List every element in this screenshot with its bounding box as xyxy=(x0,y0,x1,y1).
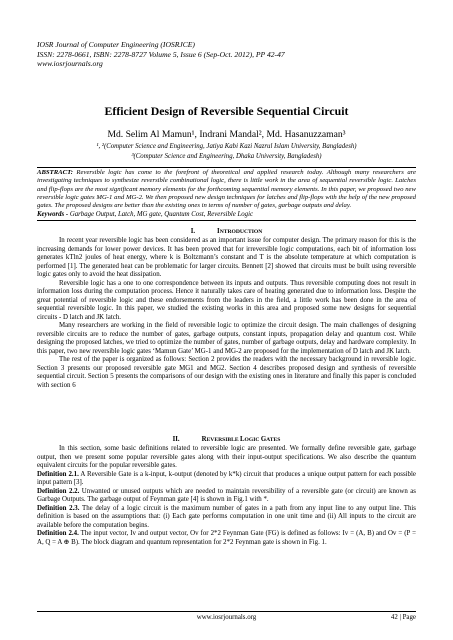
section-2-title-part: G xyxy=(260,436,267,443)
definition-text: Unwanted or unused outputs which are needed to maintain reversibility of a reversible gate (or circuit) are known as Garbage Outputs. The garbage output of Feynman gate [4] is shown in Fig.1 with *. xyxy=(37,487,416,503)
section-1-paragraph: Reversible logic has a one to one correspondence between its inputs and outputs. Thus reversible computing does not result in information loss during the computation process. Hence it naturally takes care of heating generated due to information loss. Despite the great potential of reversible logic and these endorsements from the leaders in the field, a little work has been done in the area of sequential reversible logic. In this paper, we studied the existing works in this area and proposed some new designs for sequential circuits - D latch and JK latch. xyxy=(37,279,416,321)
definition-2-4 xyxy=(37,530,416,547)
footer-rule xyxy=(37,611,416,612)
paper-authors: Md. Selim Al Mamun¹, Indrani Mandal², Md. Hasanuzzaman³ xyxy=(107,129,346,140)
section-2-title-part: ATES xyxy=(266,437,281,443)
page-number: 42 | Page xyxy=(390,614,416,621)
keywords xyxy=(37,211,416,218)
section-1-paragraph: The rest of the paper is organized as follows: Section 2 provides the readers with the necessary background in reversible logic. Section 3 presents our proposed reversible gate MG1 and MG2. Section 4 describes proposed design and synthesis of reversible sequential circuit. Section 5 presents the comparisons of our design with the existing ones in literature and finally this paper is concluded with section 6 xyxy=(37,356,416,389)
section-1-title-initial: I xyxy=(217,228,220,235)
definition-text: The delay of a logic circuit is the maximum number of gates in a path from any input line to any output line. This definition is based on the assumptions that: (i) Each gate performs computation in one unit time and (ii) All inputs to the circuit are available before the computation begins. xyxy=(37,504,416,529)
section-1-body xyxy=(37,237,416,390)
journal-name: IOSR Journal of Computer Engineering (IOSRJCE) xyxy=(37,40,195,49)
definition-label: Definition 2.2. xyxy=(37,487,80,495)
abstract-bottom-rule xyxy=(37,220,416,221)
section-1-heading xyxy=(37,228,416,235)
section-1-title-rest: NTRODUCTION xyxy=(219,229,263,235)
section-1-number: I. xyxy=(190,228,196,235)
abstract xyxy=(37,169,416,211)
section-1-paragraph: In recent year reversible logic has been considered as an important issue for computer design. The primary reason for this is the increasing demands for lower power devices. It has been proved that for irreversible logic computations, each bit of information loss generates kTln2 joules of heat energy, where k is Boltzmann’s constant and T is the absolute temperature at which computation is performed [1]. The generated heat can be problematic for larger circuits. Bennett [2] showed that circuits must be built using reversible logic gates only to avoid the heat dissipation. xyxy=(37,237,416,278)
affiliation-2: ³(Computer Science and Engineering, Dhaka University, Bangladesh) xyxy=(131,153,322,160)
section-2-title-part: OGIC xyxy=(244,437,261,443)
affiliation-1: ¹, ²(Computer Science and Engineering, Jatiya Kabi Kazi Nazrul Islam University, Bangladesh) xyxy=(96,143,357,150)
definition-label: Definition 2.3. xyxy=(37,504,80,512)
definition-text: A Reversible Gate is a k-input, k-output (denoted by k*k) circuit that produces a unique output pattern for each possible input pattern [3]. xyxy=(37,470,416,486)
journal-site: www.iosrjournals.org xyxy=(37,59,103,69)
keywords-label: Keywords - xyxy=(37,211,69,218)
definition-2-2 xyxy=(37,488,416,505)
section-2-title-part: EVERSIBLE xyxy=(206,437,240,443)
abstract-top-rule xyxy=(37,167,416,168)
definition-2-3 xyxy=(37,505,416,531)
section-2-title-part: R xyxy=(201,436,207,443)
section-1-paragraph: Many researchers are working in the field of reversible logic to optimize the circuit design. The main challenges of designing reversible circuits are to reduce the number of gates, garbage outputs, constant inputs, propagation delay and quantum cost. While designing the proposed latches, we tried to optimize the number of gates, number of garbage outputs, delay and hardware complexity. In this paper, two new reversible logic gates ‘Mamun Gate’ MG-1 and MG-2 are proposed for the implementation of D latch and JK latch. xyxy=(37,322,416,355)
section-2-number: II. xyxy=(172,436,180,443)
keywords-text: Garbage Output, Latch, MG gate, Quantum Cost, Reversible Logic xyxy=(68,211,253,218)
definition-label: Definition 2.4. xyxy=(37,530,79,537)
definition-2-1 xyxy=(37,471,416,488)
journal-issn: ISSN: 2278-0661, ISBN: 2278-8727 Volume 5, Issue 6 (Sep-Oct. 2012), PP 42-47 xyxy=(37,49,285,59)
definition-text: The input vector, Iv and output vector, Ov for 2*2 Feynman Gate (FG) is defined as follows: Iv = (A, B) and Ov = (P = A, Q = A ⊕ B). The block diagram and quantum representation for 2*2 Feynman gate is shown in Fig. 1. xyxy=(37,530,416,546)
section-2-heading xyxy=(37,436,416,443)
paper-title: Efficient Design of Reversible Sequential Circuit xyxy=(104,104,349,118)
section-2-paragraph: In this section, some basic definitions related to reversible logic are presented. We formally define reversible gate, garbage output, then we present some popular reversible gates along with their input-output specifications. We also describe the quantum equivalent circuits for the popular reversible gates. xyxy=(37,445,416,469)
footer-url[interactable]: www.iosrjournals.org xyxy=(196,614,257,621)
section-2-body xyxy=(37,445,416,547)
abstract-label: ABSTRACT: xyxy=(37,169,73,176)
definition-label: Definition 2.1. xyxy=(37,470,79,478)
journal-header xyxy=(37,40,416,69)
abstract-text: Reversible logic has come to the forefront of theoretical and applied research today. Although many researchers are investigating techniques to synthesize reversible combinational logic, there is little work in the area of sequential reversible logic. Latches and flip-flops are the most significant memory elements for the forthcoming sequential memory elements. In this paper, we proposed two new reversible logic gates MG-1 and MG-2. We then proposed new design techniques for latches and flip-flops with the help of the new proposed gates. The proposed designs are better than the existing ones in terms of number of gates, garbage outputs and delay. xyxy=(37,169,416,210)
section-2-title-part: L xyxy=(239,436,245,443)
